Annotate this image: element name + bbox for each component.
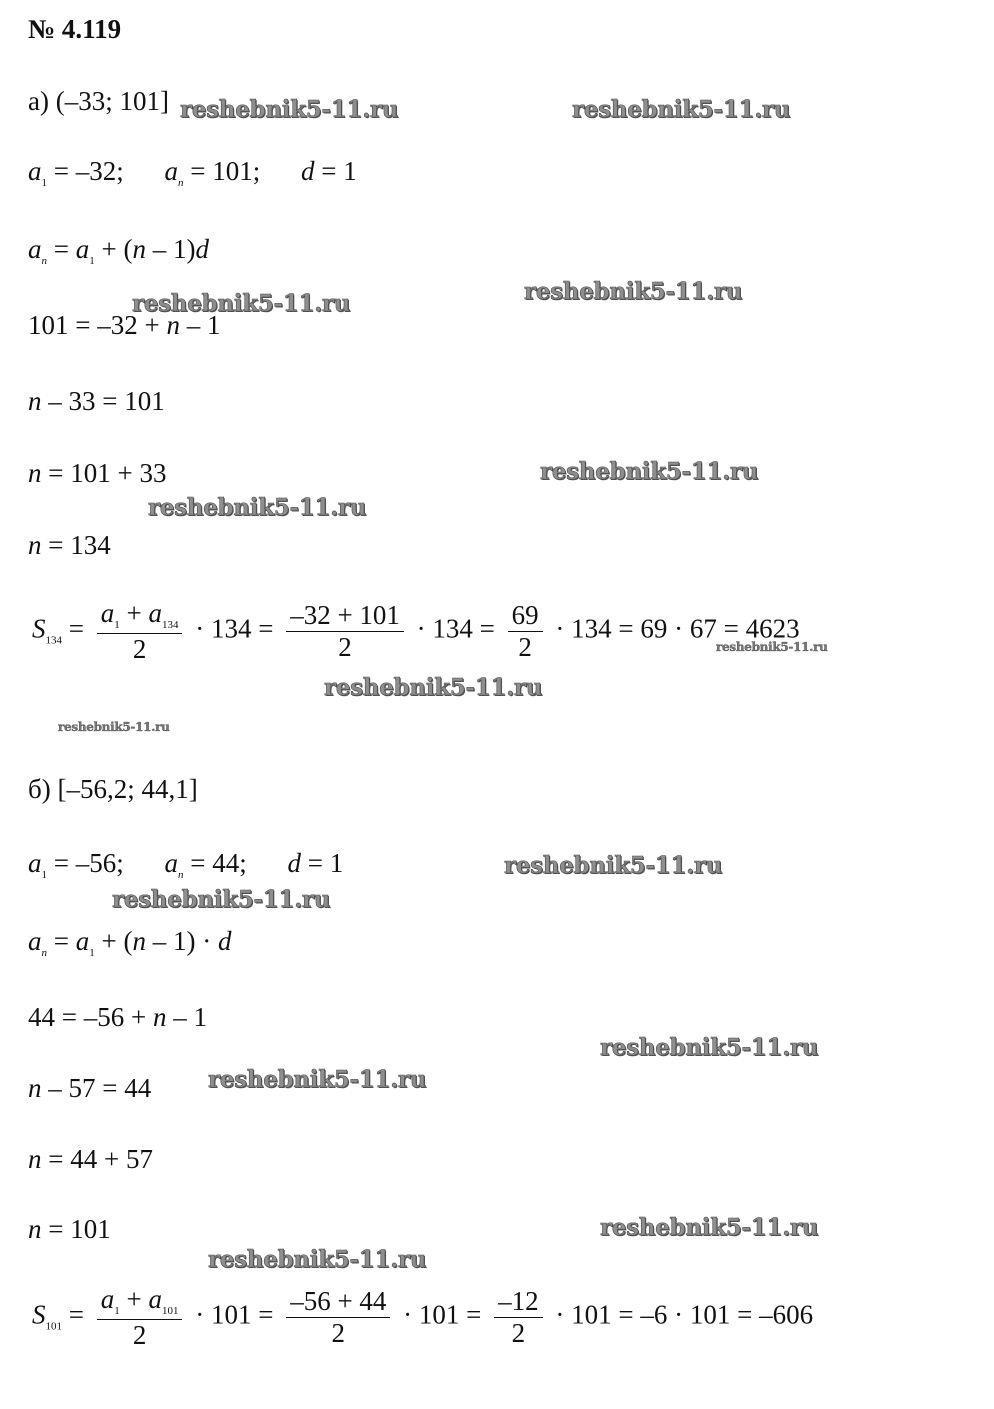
- fraction: $\frac{-56 + 44}{2}$: [286, 1288, 390, 1347]
- watermark: reshebnik5-11.ru: [208, 1246, 427, 1273]
- problem-number: № 4.119: [28, 14, 122, 44]
- watermark: reshebnik5-11.ru: [180, 96, 399, 123]
- watermark: reshebnik5-11.ru: [132, 290, 351, 317]
- part-b-header: б) [–56,2; 44,1]: [28, 774, 198, 804]
- part-b-eq1: 44 = –56 + n – 1: [28, 1002, 207, 1032]
- part-b-params: $a_1 = -56$; $a_n = 44$; d = 1: [28, 848, 344, 881]
- fraction: $\frac{-12}{2}$: [494, 1288, 543, 1347]
- watermark: reshebnik5-11.ru: [600, 1034, 819, 1061]
- fraction: $\frac{-32 + 101}{2}$: [286, 602, 404, 661]
- watermark: reshebnik5-11.ru: [208, 1066, 427, 1093]
- part-b-eq4: n = 101: [28, 1214, 111, 1244]
- fraction: $\frac{69}{2}$: [508, 602, 543, 661]
- watermark: reshebnik5-11.ru: [148, 494, 367, 521]
- part-a-sum: $S_{134}$ = $\frac{a_1 + a_{134}}{2}$ · 134 = $\frac{-32 + 101}{2}$ · 134 = $\frac{69}{2}$ · 134 = 69 · 67 = 4623: [32, 598, 800, 664]
- watermark: reshebnik5-11.ru: [504, 852, 723, 879]
- watermark: reshebnik5-11.ru: [716, 640, 828, 654]
- watermark: reshebnik5-11.ru: [324, 674, 543, 701]
- part-a-eq1: 101 = –32 + n – 1: [28, 310, 221, 340]
- fraction: $\frac{a_1 + a_{134}}{2}$: [97, 600, 183, 663]
- part-b-eq3: n = 44 + 57: [28, 1144, 153, 1174]
- part-a-header: а) (–33; 101]: [28, 86, 169, 116]
- part-a-formula: $a_n = a_1 + (n - 1)d$: [28, 234, 209, 267]
- part-a-eq3: n = 101 + 33: [28, 458, 167, 488]
- part-a-eq2: n – 33 = 101: [28, 386, 165, 416]
- watermark: reshebnik5-11.ru: [540, 458, 759, 485]
- part-a-eq4: n = 134: [28, 530, 111, 560]
- watermark: reshebnik5-11.ru: [112, 886, 331, 913]
- part-a-params: $a_1 = -32$; $a_n = 101$; d = 1: [28, 156, 357, 189]
- watermark: reshebnik5-11.ru: [58, 720, 170, 734]
- watermark: reshebnik5-11.ru: [572, 96, 791, 123]
- part-b-formula: $a_n = a_1 + (n - 1) \cdot d$: [28, 926, 232, 959]
- part-b-sum: $S_{101}$ = $\frac{a_1 + a_{101}}{2}$ · 101 = $\frac{-56 + 44}{2}$ · 101 = $\frac{-12}{2}$ · 101 = –6 · 101 = –606: [32, 1284, 814, 1350]
- fraction: $\frac{a_1 + a_{101}}{2}$: [97, 1286, 183, 1349]
- part-b-eq2: n – 57 = 44: [28, 1073, 152, 1103]
- watermark: reshebnik5-11.ru: [600, 1214, 819, 1241]
- watermark: reshebnik5-11.ru: [524, 278, 743, 305]
